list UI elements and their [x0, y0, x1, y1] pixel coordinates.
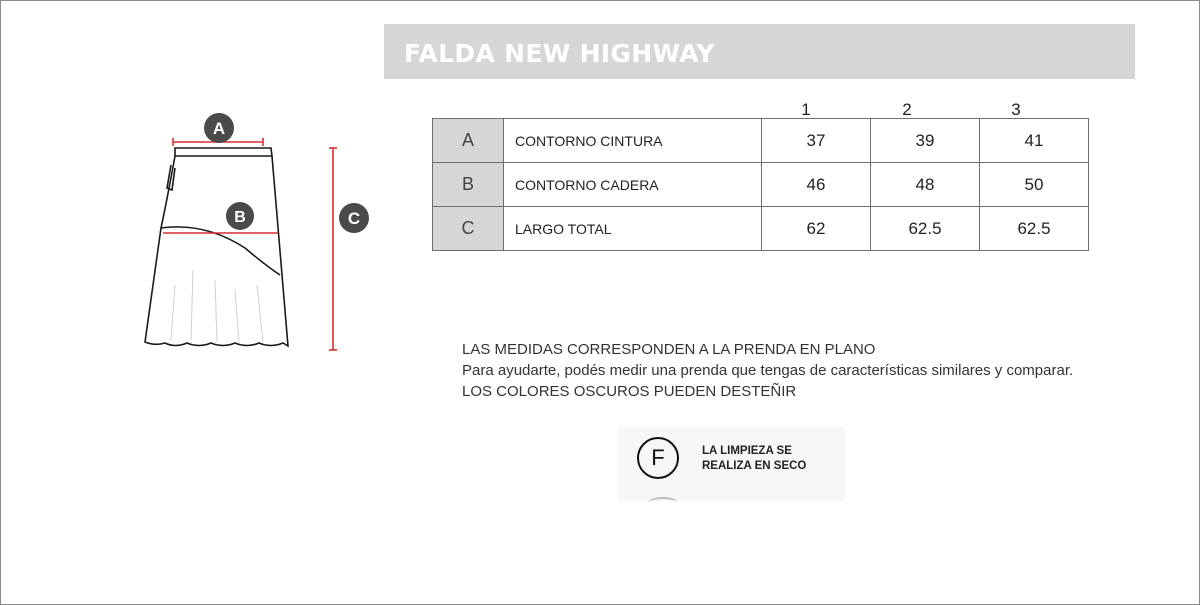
- size-value: 46: [762, 163, 871, 207]
- note-line-1: LAS MEDIDAS CORRESPONDEN A LA PRENDA EN PLANO: [462, 341, 876, 358]
- size-header-3: 3: [1011, 100, 1021, 119]
- row-label: CONTORNO CADERA: [504, 163, 762, 207]
- row-label: LARGO TOTAL: [504, 207, 762, 251]
- size-value: 39: [871, 119, 980, 163]
- title-bar: [384, 24, 1135, 79]
- size-value: 48: [871, 163, 980, 207]
- badge-c: [339, 203, 369, 233]
- page-title: FALDA NEW HIGHWAY: [404, 39, 715, 68]
- badge-a-label: A: [212, 119, 226, 138]
- care-line-2: REALIZA EN SECO: [702, 460, 807, 472]
- care-label: [618, 427, 845, 501]
- size-value: 62: [762, 207, 871, 251]
- badge-b-label: B: [234, 209, 246, 226]
- measure-line-c: [329, 148, 337, 350]
- size-header-2: 2: [902, 100, 912, 119]
- table-row: [433, 119, 1089, 163]
- table-row: [433, 207, 1089, 251]
- skirt-folds: [171, 270, 263, 342]
- row-letter: B: [433, 163, 504, 207]
- note-line-2: Para ayudarte, podés medir una prenda que tengas de características similares y comparar.: [462, 362, 1074, 379]
- size-value: 41: [980, 119, 1089, 163]
- badge-a: [204, 113, 234, 143]
- row-letter: A: [433, 119, 504, 163]
- badge-c-label: C: [347, 209, 361, 228]
- care-instruction: [702, 444, 837, 474]
- size-value: 37: [762, 119, 871, 163]
- size-value: 50: [980, 163, 1089, 207]
- size-value: 62.5: [980, 207, 1089, 251]
- partial-care-icon: [648, 497, 678, 509]
- row-letter: C: [433, 207, 504, 251]
- size-value: 62.5: [871, 207, 980, 251]
- measurement-notes: [462, 339, 1073, 402]
- size-table: [432, 118, 1089, 251]
- care-line-1: LA LIMPIEZA SE: [702, 445, 792, 457]
- size-header-1: 1: [801, 100, 811, 119]
- row-label: CONTORNO CINTURA: [504, 119, 762, 163]
- badge-b: [226, 202, 254, 230]
- skirt-diagram: [135, 110, 380, 360]
- table-row: [433, 163, 1089, 207]
- dry-clean-f-icon: F: [637, 437, 679, 479]
- note-line-3: LOS COLORES OSCUROS PUEDEN DESTEÑIR: [462, 383, 797, 400]
